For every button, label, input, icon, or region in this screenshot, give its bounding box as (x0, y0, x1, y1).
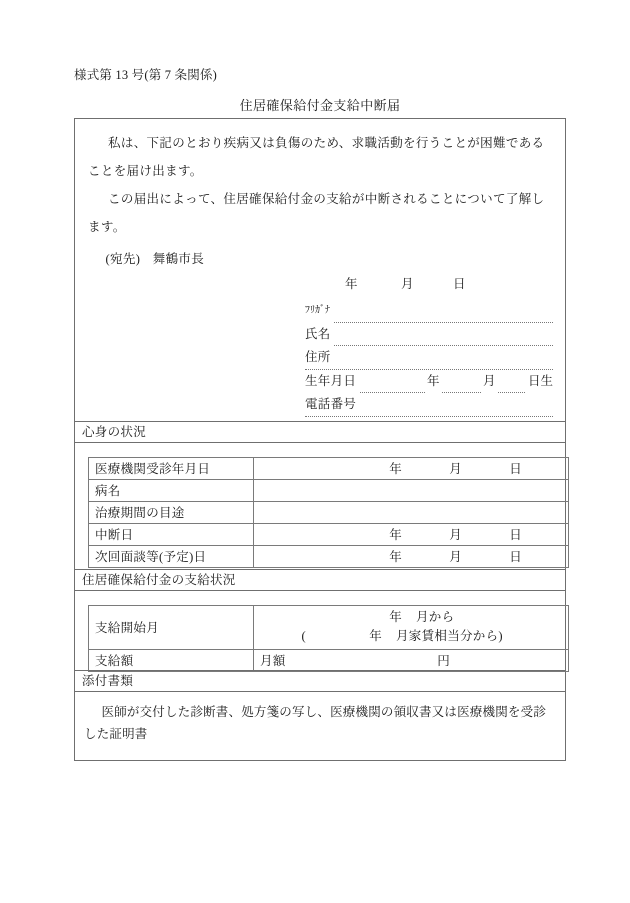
submission-date-line (345, 274, 545, 294)
payment-start-line1 (254, 608, 568, 627)
statement-paragraph-2: この届出によって、住居確保給付金の支給が中断されることについて了解します。 (88, 192, 545, 234)
health-row-2-value[interactable] (254, 502, 569, 524)
statement-block (88, 129, 554, 241)
submission-date-year[interactable]: 年 (345, 277, 358, 291)
payment-start-paren-open: ( (301, 629, 306, 643)
table-row (89, 502, 569, 524)
addressee-name: 舞鶴市長 (152, 252, 205, 266)
submission-date-day[interactable]: 日 (453, 277, 466, 291)
health-row-0-year: 年 (389, 461, 402, 476)
applicant-name-row[interactable] (305, 323, 553, 347)
addressee-line (88, 249, 204, 269)
payment-start-year-2: 年 (369, 629, 382, 643)
health-row-1-label: 病名 (89, 480, 254, 502)
applicant-address-row[interactable] (305, 346, 553, 370)
addressee-label: (宛先) (105, 252, 141, 266)
ymd-group (254, 547, 568, 567)
applicant-fields (305, 299, 553, 417)
health-status-table (88, 457, 569, 568)
attachments-text: 医師が交付した診断書、処方箋の写し、医療機関の領収書又は医療機関を受診した証明書 (84, 705, 547, 741)
applicant-birth-month: 月 (481, 370, 498, 393)
ymd-group (254, 459, 568, 479)
payment-start-label: 支給開始月 (89, 606, 254, 650)
health-row-3-value[interactable] (254, 524, 569, 546)
document-title: 住居確保給付金支給中断届 (239, 98, 401, 113)
section-header-payment: 住居確保給付金の支給状況 (75, 569, 565, 591)
table-row (89, 606, 569, 650)
health-row-2-label: 治療期間の目途 (89, 502, 254, 524)
health-row-1-value[interactable] (254, 480, 569, 502)
applicant-address-label: 住所 (305, 346, 334, 369)
health-row-4-month: 月 (449, 549, 462, 564)
health-row-0-day: 日 (509, 461, 522, 476)
applicant-phone-label: 電話番号 (305, 393, 359, 416)
payment-amount-value[interactable] (254, 650, 569, 672)
payment-status-table (88, 605, 569, 672)
section-header-health: 心身の状況 (75, 421, 565, 443)
health-row-3-day: 日 (509, 527, 522, 542)
applicant-birth-year: 年 (425, 370, 442, 393)
table-row (89, 480, 569, 502)
payment-start-line2 (254, 627, 568, 646)
health-row-4-day: 日 (509, 549, 522, 564)
table-row (89, 458, 569, 480)
table-row (89, 650, 569, 672)
applicant-phone-row[interactable] (305, 393, 553, 417)
table-row (89, 524, 569, 546)
payment-start-rent-note: 月家賃相当分から) (396, 629, 503, 643)
health-row-4-value[interactable] (254, 546, 569, 568)
health-row-3-year: 年 (389, 527, 402, 542)
payment-amount-currency: 円 (437, 653, 450, 668)
health-row-0-label: 医療機関受診年月日 (89, 458, 254, 480)
form-outer-frame (74, 118, 566, 761)
statement-paragraph-1: 私は、下記のとおり疾病又は負傷のため、求職活動を行うことが困難であることを届け出ます。 (88, 136, 545, 178)
applicant-name-label: 氏名 (305, 323, 334, 346)
applicant-birthdate-row[interactable] (305, 370, 553, 394)
health-row-4-label: 次回面談等(予定)日 (89, 546, 254, 568)
payment-amount-unit: 月額 (260, 653, 286, 668)
payment-amount-label: 支給額 (89, 650, 254, 672)
health-row-3-month: 月 (449, 527, 462, 542)
applicant-birthdate-label: 生年月日 (305, 370, 359, 393)
health-row-0-month: 月 (449, 461, 462, 476)
submission-date-month[interactable]: 月 (401, 277, 414, 291)
health-row-3-label: 中断日 (89, 524, 254, 546)
applicant-birth-day: 日生 (526, 370, 553, 393)
health-row-4-year: 年 (389, 549, 402, 564)
form-number: 様式第 13 号(第 7 条関係) (74, 68, 217, 82)
payment-start-value[interactable] (254, 606, 569, 650)
ymd-group (254, 525, 568, 545)
section-header-attachments: 添付書類 (75, 670, 565, 692)
payment-start-from: 月から (416, 610, 455, 624)
applicant-furigana-label: ﾌﾘｶﾞﾅ (305, 299, 333, 323)
health-row-0-value[interactable] (254, 458, 569, 480)
payment-start-year: 年 (389, 610, 402, 624)
table-row (89, 546, 569, 568)
attachments-body (76, 693, 564, 753)
applicant-furigana-row[interactable] (305, 299, 553, 323)
